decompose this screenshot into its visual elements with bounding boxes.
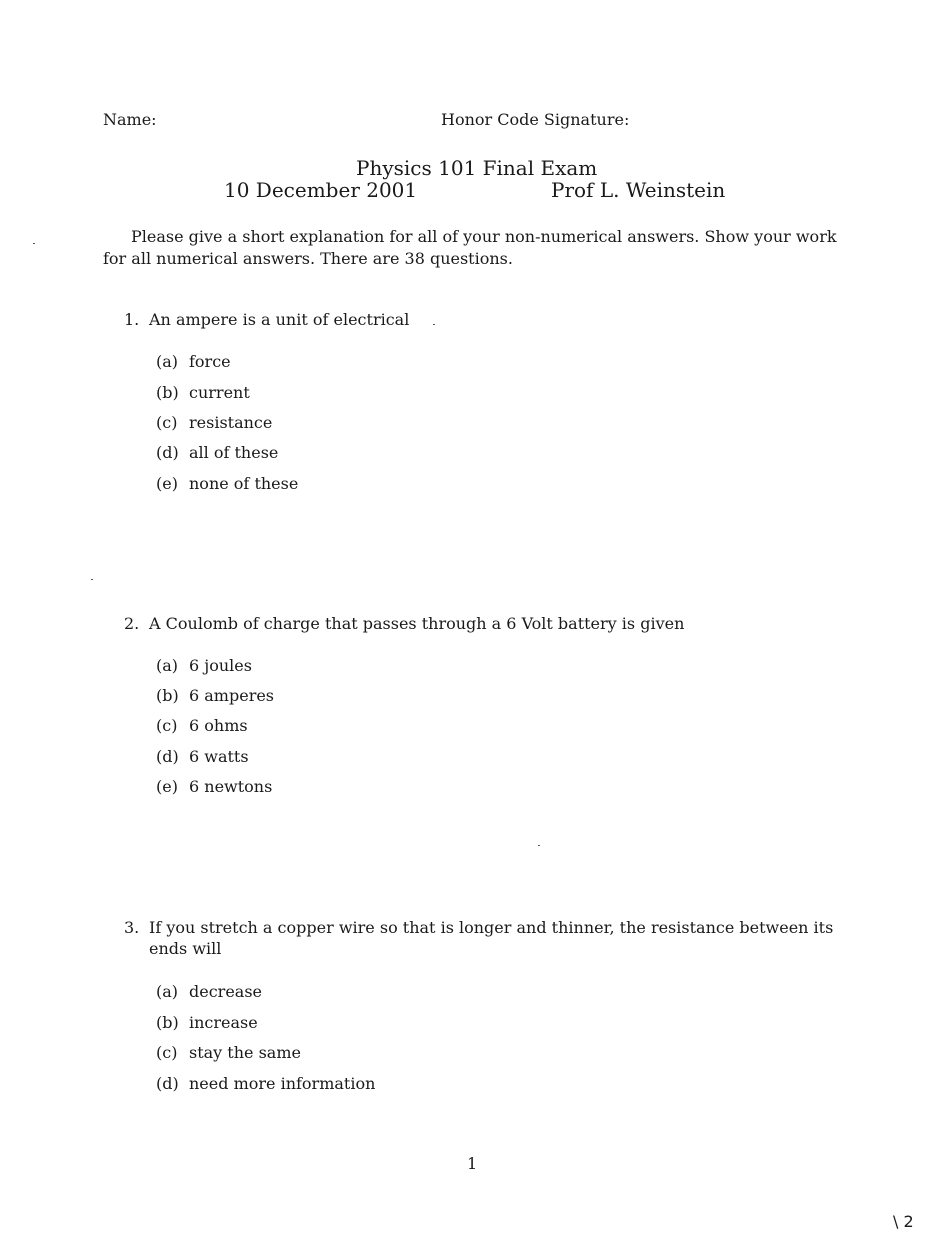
option-text: force [189, 352, 231, 371]
question-3-number: 3. [124, 918, 140, 937]
option-letter: (c) [156, 413, 178, 432]
question-2-number: 2. [124, 614, 140, 633]
question-3-option-a [156, 982, 262, 1001]
exam-date: 10 December 2001 [224, 178, 418, 202]
option-text: none of these [189, 474, 299, 493]
instructions-line-1: Please give a short explanation for all of your non-numerical answers. Show your work [131, 227, 837, 246]
option-letter: (d) [156, 747, 179, 766]
option-text: need more information [189, 1074, 376, 1093]
question-3-option-b [156, 1013, 258, 1032]
question-2-option-d [156, 747, 249, 766]
option-text: 6 ohms [189, 716, 248, 735]
question-1-option-c [156, 413, 272, 432]
question-2-option-e [156, 777, 272, 796]
scan-speck [433, 324, 435, 325]
option-text: current [189, 383, 250, 402]
question-1-option-a [156, 352, 231, 371]
option-text: stay the same [189, 1043, 301, 1062]
scan-speck [538, 845, 540, 846]
question-2-option-c [156, 716, 248, 735]
exam-title: Physics 101 Final Exam [356, 156, 598, 180]
question-3-text-line-1: If you stretch a copper wire so that is longer and thinner, the resistance between its [149, 918, 834, 937]
signature-label: Honor Code Signature: [441, 110, 630, 129]
option-letter: (d) [156, 1074, 179, 1093]
option-letter: (c) [156, 716, 178, 735]
professor-name: Prof L. Weinstein [551, 178, 726, 202]
option-letter: (e) [156, 474, 178, 493]
question-1-number: 1. [124, 310, 140, 329]
question-1-option-e [156, 474, 298, 493]
option-text: 6 joules [189, 656, 252, 675]
option-letter: (a) [156, 656, 179, 675]
option-letter: (a) [156, 982, 179, 1001]
option-letter: (d) [156, 443, 179, 462]
question-1-option-b [156, 383, 250, 402]
page-number: 1 [467, 1154, 478, 1173]
instructions-line-2: for all numerical answers. There are 38 questions. [103, 249, 513, 268]
option-letter: (b) [156, 1013, 179, 1032]
question-3-text-line-2: ends will [149, 939, 222, 958]
name-label: Name: [103, 110, 157, 129]
question-2-option-b [156, 686, 274, 705]
option-text: decrease [189, 982, 263, 1001]
option-text: 6 amperes [189, 686, 275, 705]
option-letter: (e) [156, 777, 178, 796]
scan-speck [91, 579, 93, 580]
option-letter: (b) [156, 686, 179, 705]
option-text: 6 watts [189, 747, 249, 766]
option-letter: (c) [156, 1043, 178, 1062]
question-3-option-d [156, 1074, 375, 1093]
corner-mark: \ 2 [893, 1212, 914, 1231]
option-text: resistance [189, 413, 273, 432]
option-text: increase [189, 1013, 258, 1032]
question-1-text: An ampere is a unit of electrical [149, 310, 410, 329]
option-letter: (a) [156, 352, 179, 371]
question-1-option-d [156, 443, 278, 462]
question-2-text: A Coulomb of charge that passes through a 6 Volt battery is given [149, 614, 685, 633]
scan-speck [33, 243, 35, 244]
option-text: 6 newtons [189, 777, 273, 796]
option-text: all of these [189, 443, 279, 462]
option-letter: (b) [156, 383, 179, 402]
question-2-option-a [156, 656, 252, 675]
question-3-option-c [156, 1043, 301, 1062]
